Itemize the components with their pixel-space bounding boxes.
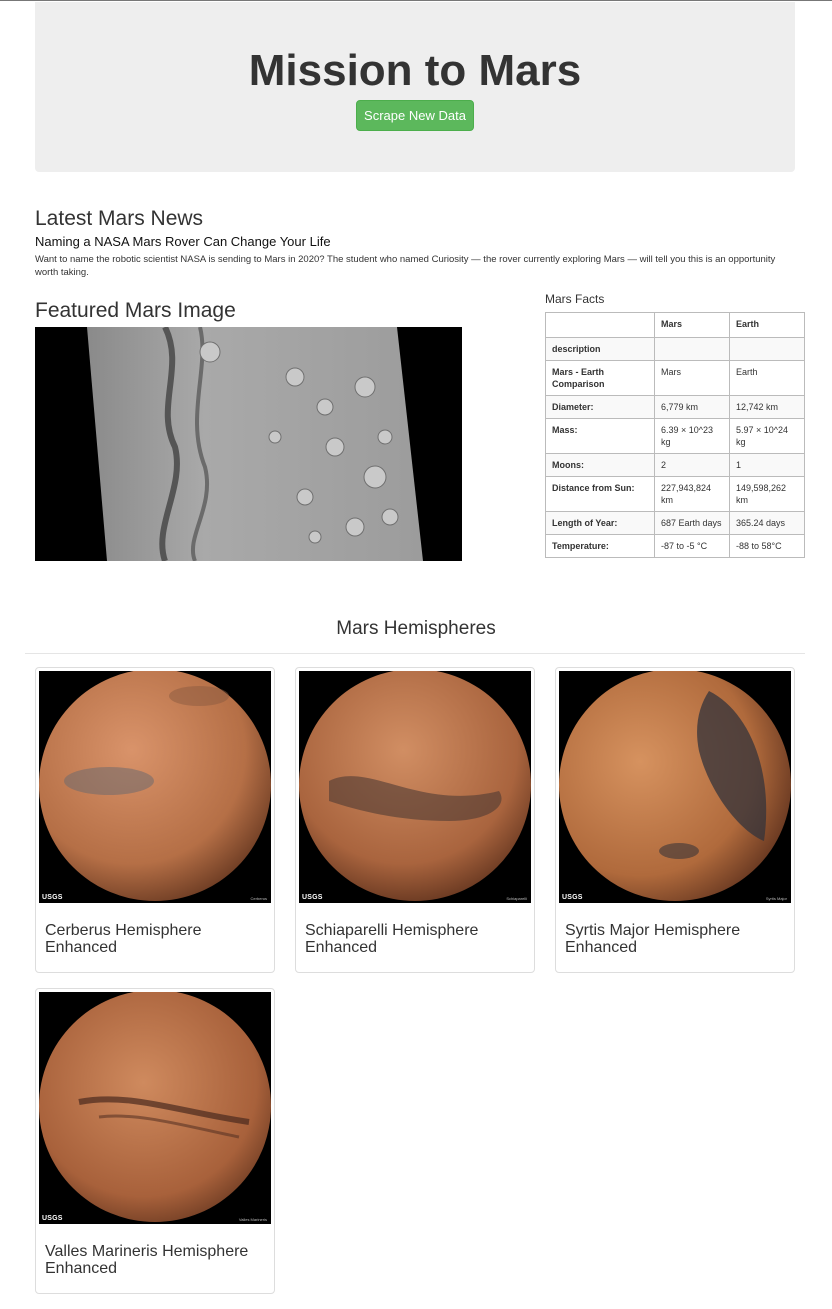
image-label: Syrtis Major [765, 896, 787, 901]
earth-value: 149,598,262 km [730, 477, 805, 512]
hemisphere-image-cerberus[interactable] [39, 671, 271, 903]
divider [25, 653, 805, 654]
table-header-row [546, 313, 805, 338]
mars-value: 6.39 × 10^23 kg [655, 419, 730, 454]
mars-value: Mars [655, 361, 730, 396]
mars-value: 2 [655, 454, 730, 477]
scrape-new-data-button[interactable]: Scrape New Data [356, 100, 474, 131]
row-label: Mars - Earth Comparison [546, 361, 655, 396]
usgs-logo: USGS [302, 894, 323, 901]
hemisphere-title: Syrtis Major Hemisphere Enhanced [565, 922, 741, 956]
hemisphere-title: Valles Marineris Hemisphere Enhanced [45, 1243, 249, 1277]
earth-value: Earth [730, 361, 805, 396]
hemisphere-image-valles-marineris[interactable] [39, 992, 271, 1224]
image-label: Schiaparelli [506, 896, 527, 901]
row-label: Length of Year: [546, 512, 655, 535]
image-label: Valles Marineris [238, 1217, 267, 1222]
hemisphere-card-cerberus[interactable] [35, 667, 275, 973]
hemisphere-title: Schiaparelli Hemisphere Enhanced [305, 922, 479, 956]
earth-value: -88 to 58°C [730, 535, 805, 558]
table-row [546, 535, 805, 558]
hemisphere-card-schiaparelli[interactable] [295, 667, 535, 973]
row-label: Distance from Sun: [546, 477, 655, 512]
column-header-earth: Earth [730, 313, 805, 338]
news-title: Naming a NASA Mars Rover Can Change Your Life [35, 234, 331, 249]
table-row [546, 454, 805, 477]
earth-value: 365.24 days [730, 512, 805, 535]
table-row [546, 361, 805, 396]
jumbotron [35, 2, 795, 172]
usgs-logo: USGS [562, 894, 583, 901]
earth-value [730, 338, 805, 361]
news-teaser: Want to name the robotic scientist NASA is sending to Mars in 2020? The student who named Curiosity — the rover currently exploring Mars — will tell you this is an opportunity worth taking. [35, 254, 776, 278]
table-row [546, 338, 805, 361]
table-row [546, 512, 805, 535]
image-label: Cerberus [250, 896, 267, 901]
row-label: Temperature: [546, 535, 655, 558]
mars-facts-heading: Mars Facts [545, 292, 605, 306]
mars-globe-image [39, 992, 271, 1224]
hemisphere-image-syrtis-major[interactable] [559, 671, 791, 903]
page-title: Mission to Mars [248, 46, 582, 95]
hemisphere-card-valles-marineris[interactable] [35, 988, 275, 1294]
hemispheres-heading: Mars Hemispheres [336, 618, 496, 639]
hemisphere-title: Cerberus Hemisphere Enhanced [45, 922, 202, 956]
table-row [546, 477, 805, 512]
row-label: Diameter: [546, 396, 655, 419]
mars-globe-image [299, 671, 531, 903]
mars-surface-image [35, 327, 462, 561]
hemisphere-image-schiaparelli[interactable] [299, 671, 531, 903]
mars-globe-image [39, 671, 271, 903]
row-label: Mass: [546, 419, 655, 454]
usgs-logo: USGS [42, 1215, 63, 1222]
mars-value: 6,779 km [655, 396, 730, 419]
usgs-logo: USGS [42, 894, 63, 901]
earth-value: 12,742 km [730, 396, 805, 419]
mars-value [655, 338, 730, 361]
mars-globe-image [559, 671, 791, 903]
mars-value: 687 Earth days [655, 512, 730, 535]
column-header-mars: Mars [655, 313, 730, 338]
hemisphere-card-syrtis-major[interactable] [555, 667, 795, 973]
column-header [546, 313, 655, 338]
mars-facts-table [545, 312, 805, 558]
earth-value: 5.97 × 10^24 kg [730, 419, 805, 454]
table-row [546, 396, 805, 419]
earth-value: 1 [730, 454, 805, 477]
featured-mars-image [35, 327, 462, 561]
mars-value: -87 to -5 °C [655, 535, 730, 558]
row-label: description [546, 338, 655, 361]
row-label: Moons: [546, 454, 655, 477]
mars-value: 227,943,824 km [655, 477, 730, 512]
latest-news-heading: Latest Mars News [35, 207, 204, 230]
featured-image-heading: Featured Mars Image [35, 299, 236, 322]
table-row [546, 419, 805, 454]
